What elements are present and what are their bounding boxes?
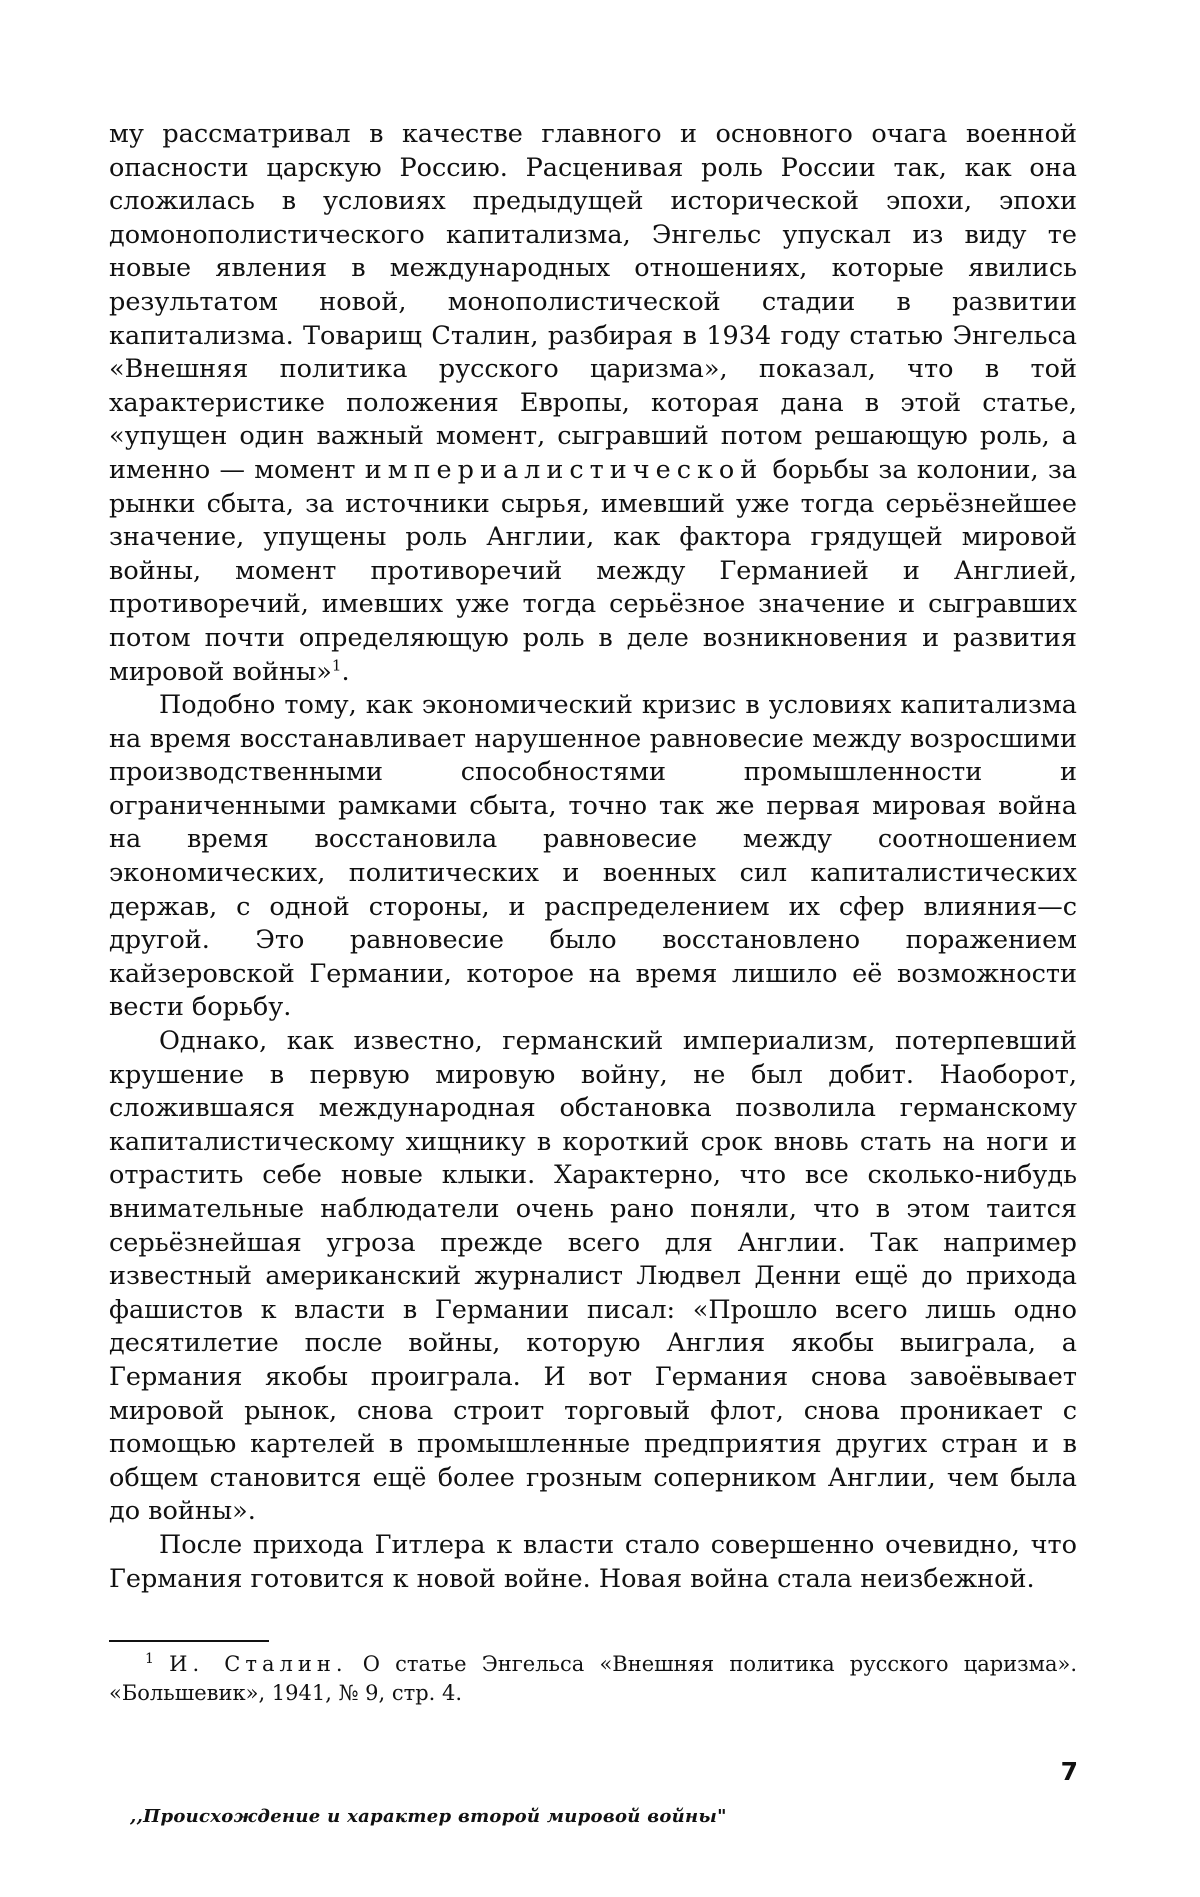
running-footer-title: ,,Происхождение и характер второй мировой войны" [130, 1806, 727, 1827]
main-text [109, 118, 1077, 1596]
paragraph-3: Однако, как известно, германский империализм, потерпевший крушение в первую мировую войну, не был добит. Наоборот, сложившаяся международная обстановка позволила германскому капиталистическому хищнику в короткий срок вновь стать на ноги и отрастить себе новые клыки. Характерно, что все сколько-нибудь внимательные наблюдатели очень рано поняли, что в этом таится серьёзнейшая угроза прежде всего для Англии. Так например известный американский журналист Людвел Денни ещё до прихода фашистов к власти в Германии писал: «Прошло всего лишь одно десятилетие после войны, которую Англия якобы выиграла, а Германия якобы проиграла. И вот Германия снова завоёвывает мировой рынок, снова строит торговый флот, снова проникает с помощью картелей в промышленные предприятия других стран и в общем становится ещё более грозным соперником Англии, чем была до войны». [109, 1025, 1077, 1529]
paragraph-1-text-after: борьбы за колонии, за рынки сбыта, за источники сырья, имевший уже тогда серьёзнейшее значение, упущены роль Англии, как фактора грядущей мировой войны, момент противоречий между Германией и Англией, противоречий, имевших уже тогда серьёзное значение и сыгравших потом почти определяющую роль в деле возникновения и развития мировой войны» [109, 455, 1077, 687]
footnote [109, 1650, 1077, 1708]
footnote-mark: 1 [145, 1651, 154, 1667]
paragraph-1-spaced-word: империалистической [365, 455, 764, 485]
footnote-author: И. Сталин. [169, 1652, 347, 1676]
paragraph-1-tail: . [341, 657, 349, 687]
footnote-reference-1[interactable]: 1 [332, 656, 342, 674]
page-number: 7 [1061, 1757, 1078, 1786]
paragraph-2: Подобно тому, как экономический кризис в условиях капитализма на время восстанавливает нарушенное равновесие между возросшими производственными способностями промышленности и ограниченными рамками сбыта, точно так же первая мировая война на время восстановила равновесие между соотношением экономических, политических и военных сил капиталистических держав, с одной стороны, и распределением их сфер влияния—с другой. Это равновесие было восстановлено поражением кайзеровской Германии, которое на время лишило её возможности вести борьбу. [109, 689, 1077, 1025]
footnote-text: О статье Энгельса «Внешняя политика русского царизма». «Большевик», 1941, № 9, стр. 4. [109, 1652, 1077, 1705]
paragraph-4: После прихода Гитлера к власти стало совершенно очевидно, что Германия готовится к новой войне. Новая война стала неизбежной. [109, 1529, 1077, 1596]
paragraph-1 [109, 118, 1077, 689]
paragraph-1-text-before: му рассматривал в качестве главного и основного очага военной опасности царскую Россию. Расценивая роль России так, как она сложилась в условиях предыдущей исторической эпохи, эпохи домонополистического капитализма, Энгельс упускал из виду те новые явления в международных отношениях, которые явились результатом новой, монополистической стадии в развитии капитализма. Товарищ Сталин, разбирая в 1934 году статью Энгельса «Внешняя политика русского царизма», показал, что в той характеристике положения Европы, которая дана в этой статье, «упущен один важный момент, сыгравший потом решающую роль, а именно — момент [109, 119, 1077, 485]
footnote-divider [109, 1640, 269, 1642]
